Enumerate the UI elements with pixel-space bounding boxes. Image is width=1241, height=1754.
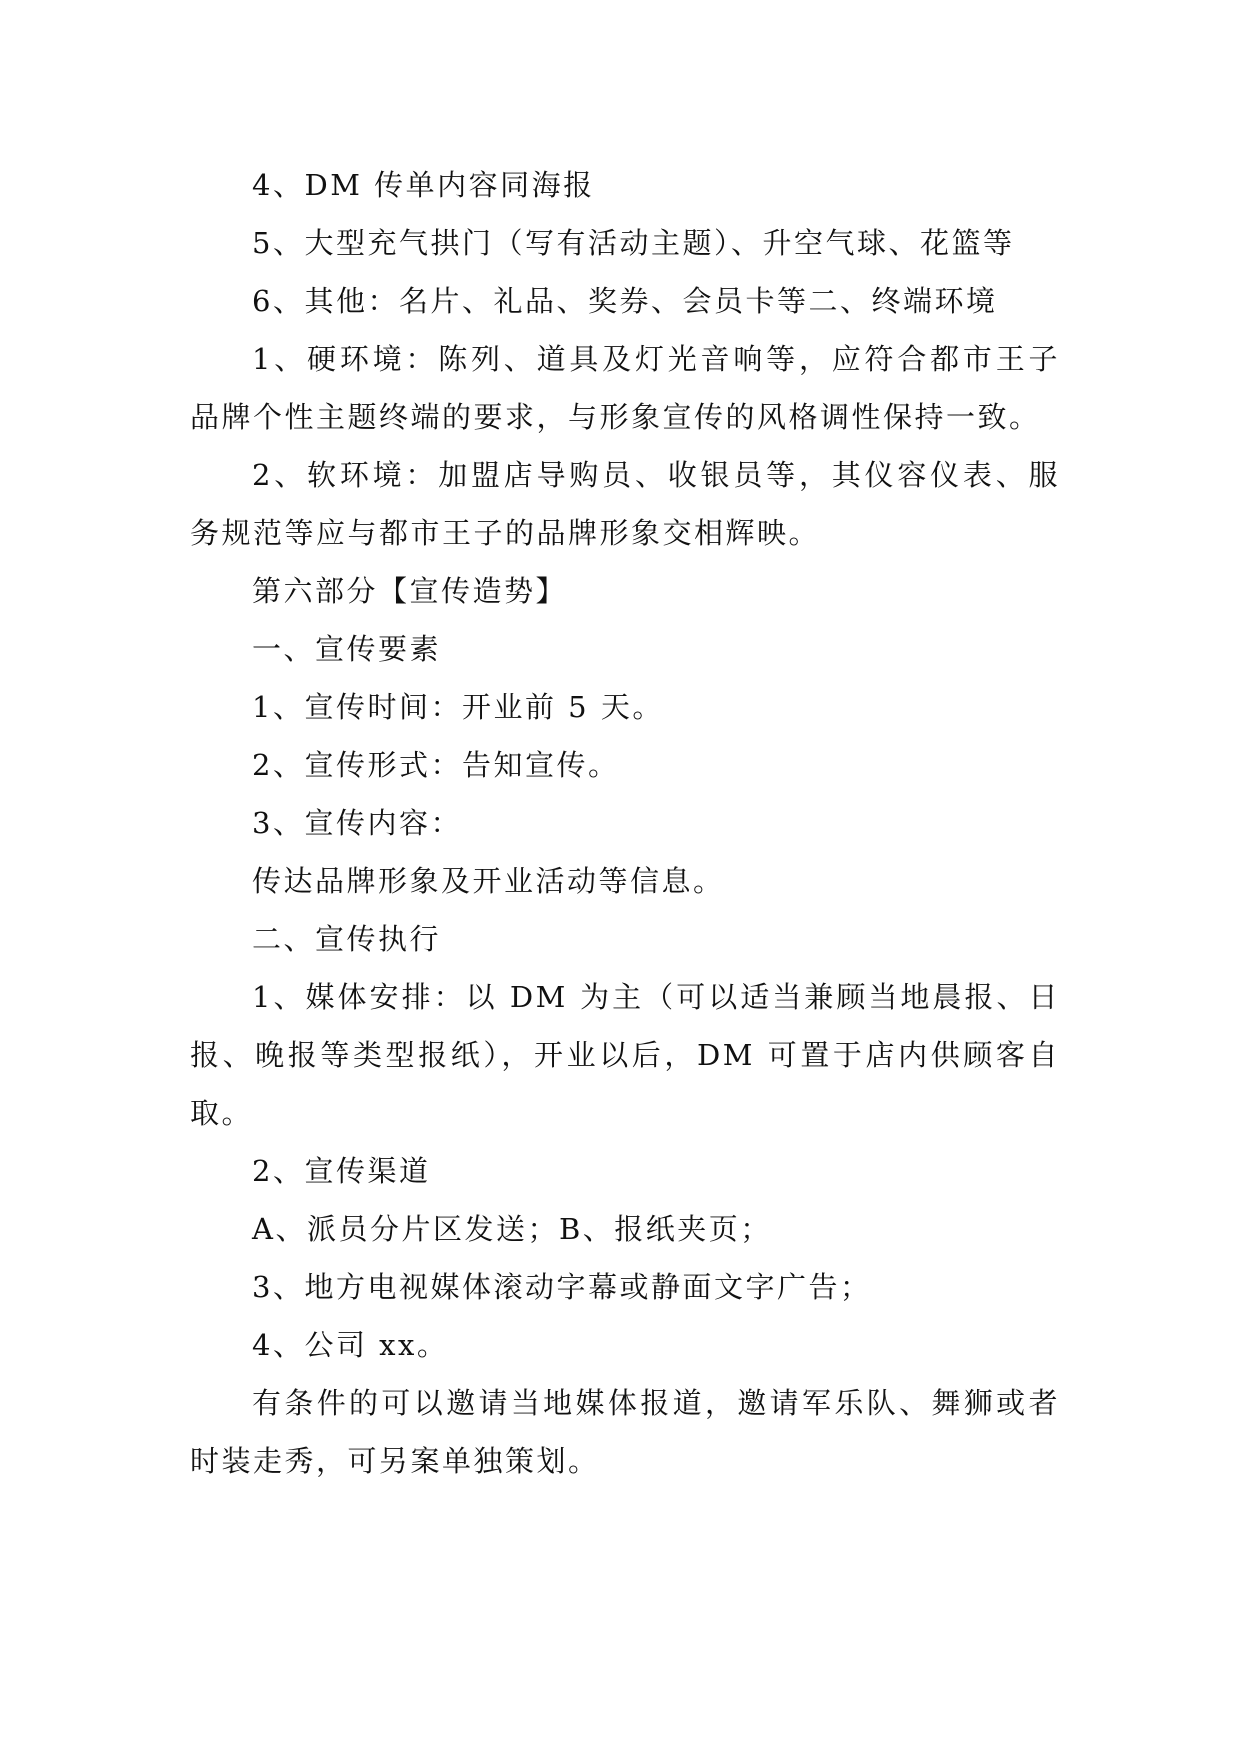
paragraph-promotion-time: 1、宣传时间：开业前 5 天。 (252, 690, 664, 724)
paragraph-soft-environment: 2、软环境：加盟店导购员、收银员等，其仪容仪表、服务规范等应与都市王子的品牌形象交相辉映。 (190, 458, 1060, 550)
paragraph-hard-environment: 1、硬环境：陈列、道具及灯光音响等，应符合都市王子品牌个性主题终端的要求，与形象宣传的风格调性保持一致。 (190, 342, 1060, 434)
paragraph-dm-flyer: 4、DM 传单内容同海报 (252, 168, 595, 202)
paragraph-local-tv: 3、地方电视媒体滚动字幕或静面文字广告； (252, 1270, 872, 1304)
paragraph-company: 4、公司 xx。 (252, 1328, 449, 1362)
paragraph-promotion-content: 3、宣传内容： (252, 806, 462, 840)
paragraph-other-items: 6、其他：名片、礼品、奖券、会员卡等二、终端环境 (252, 284, 998, 318)
paragraph-inflatable-arch: 5、大型充气拱门（写有活动主题）、升空气球、花篮等 (252, 226, 1015, 260)
subheading-promotion-execution: 二、宣传执行 (252, 922, 442, 956)
paragraph-convey-brand: 传达品牌形象及开业活动等信息。 (252, 864, 725, 898)
paragraph-media-arrangement: 1、媒体安排：以 DM 为主（可以适当兼顾当地晨报、日报、晚报等类型报纸），开业以后，DM 可置于店内供顾客自取。 (190, 980, 1060, 1130)
paragraph-promotion-channels: 2、宣传渠道 (252, 1154, 431, 1188)
paragraph-invite-media: 有条件的可以邀请当地媒体报道，邀请军乐队、舞狮或者时装走秀，可另案单独策划。 (190, 1386, 1060, 1478)
paragraph-distribution: A、派员分片区发送；B、报纸夹页； (252, 1212, 772, 1246)
document-body (190, 156, 1060, 1490)
paragraph-promotion-form: 2、宣传形式：告知宣传。 (252, 748, 620, 782)
subheading-promotion-elements: 一、宣传要素 (252, 632, 442, 666)
section-heading-part-six: 第六部分【宣传造势】 (252, 574, 568, 608)
